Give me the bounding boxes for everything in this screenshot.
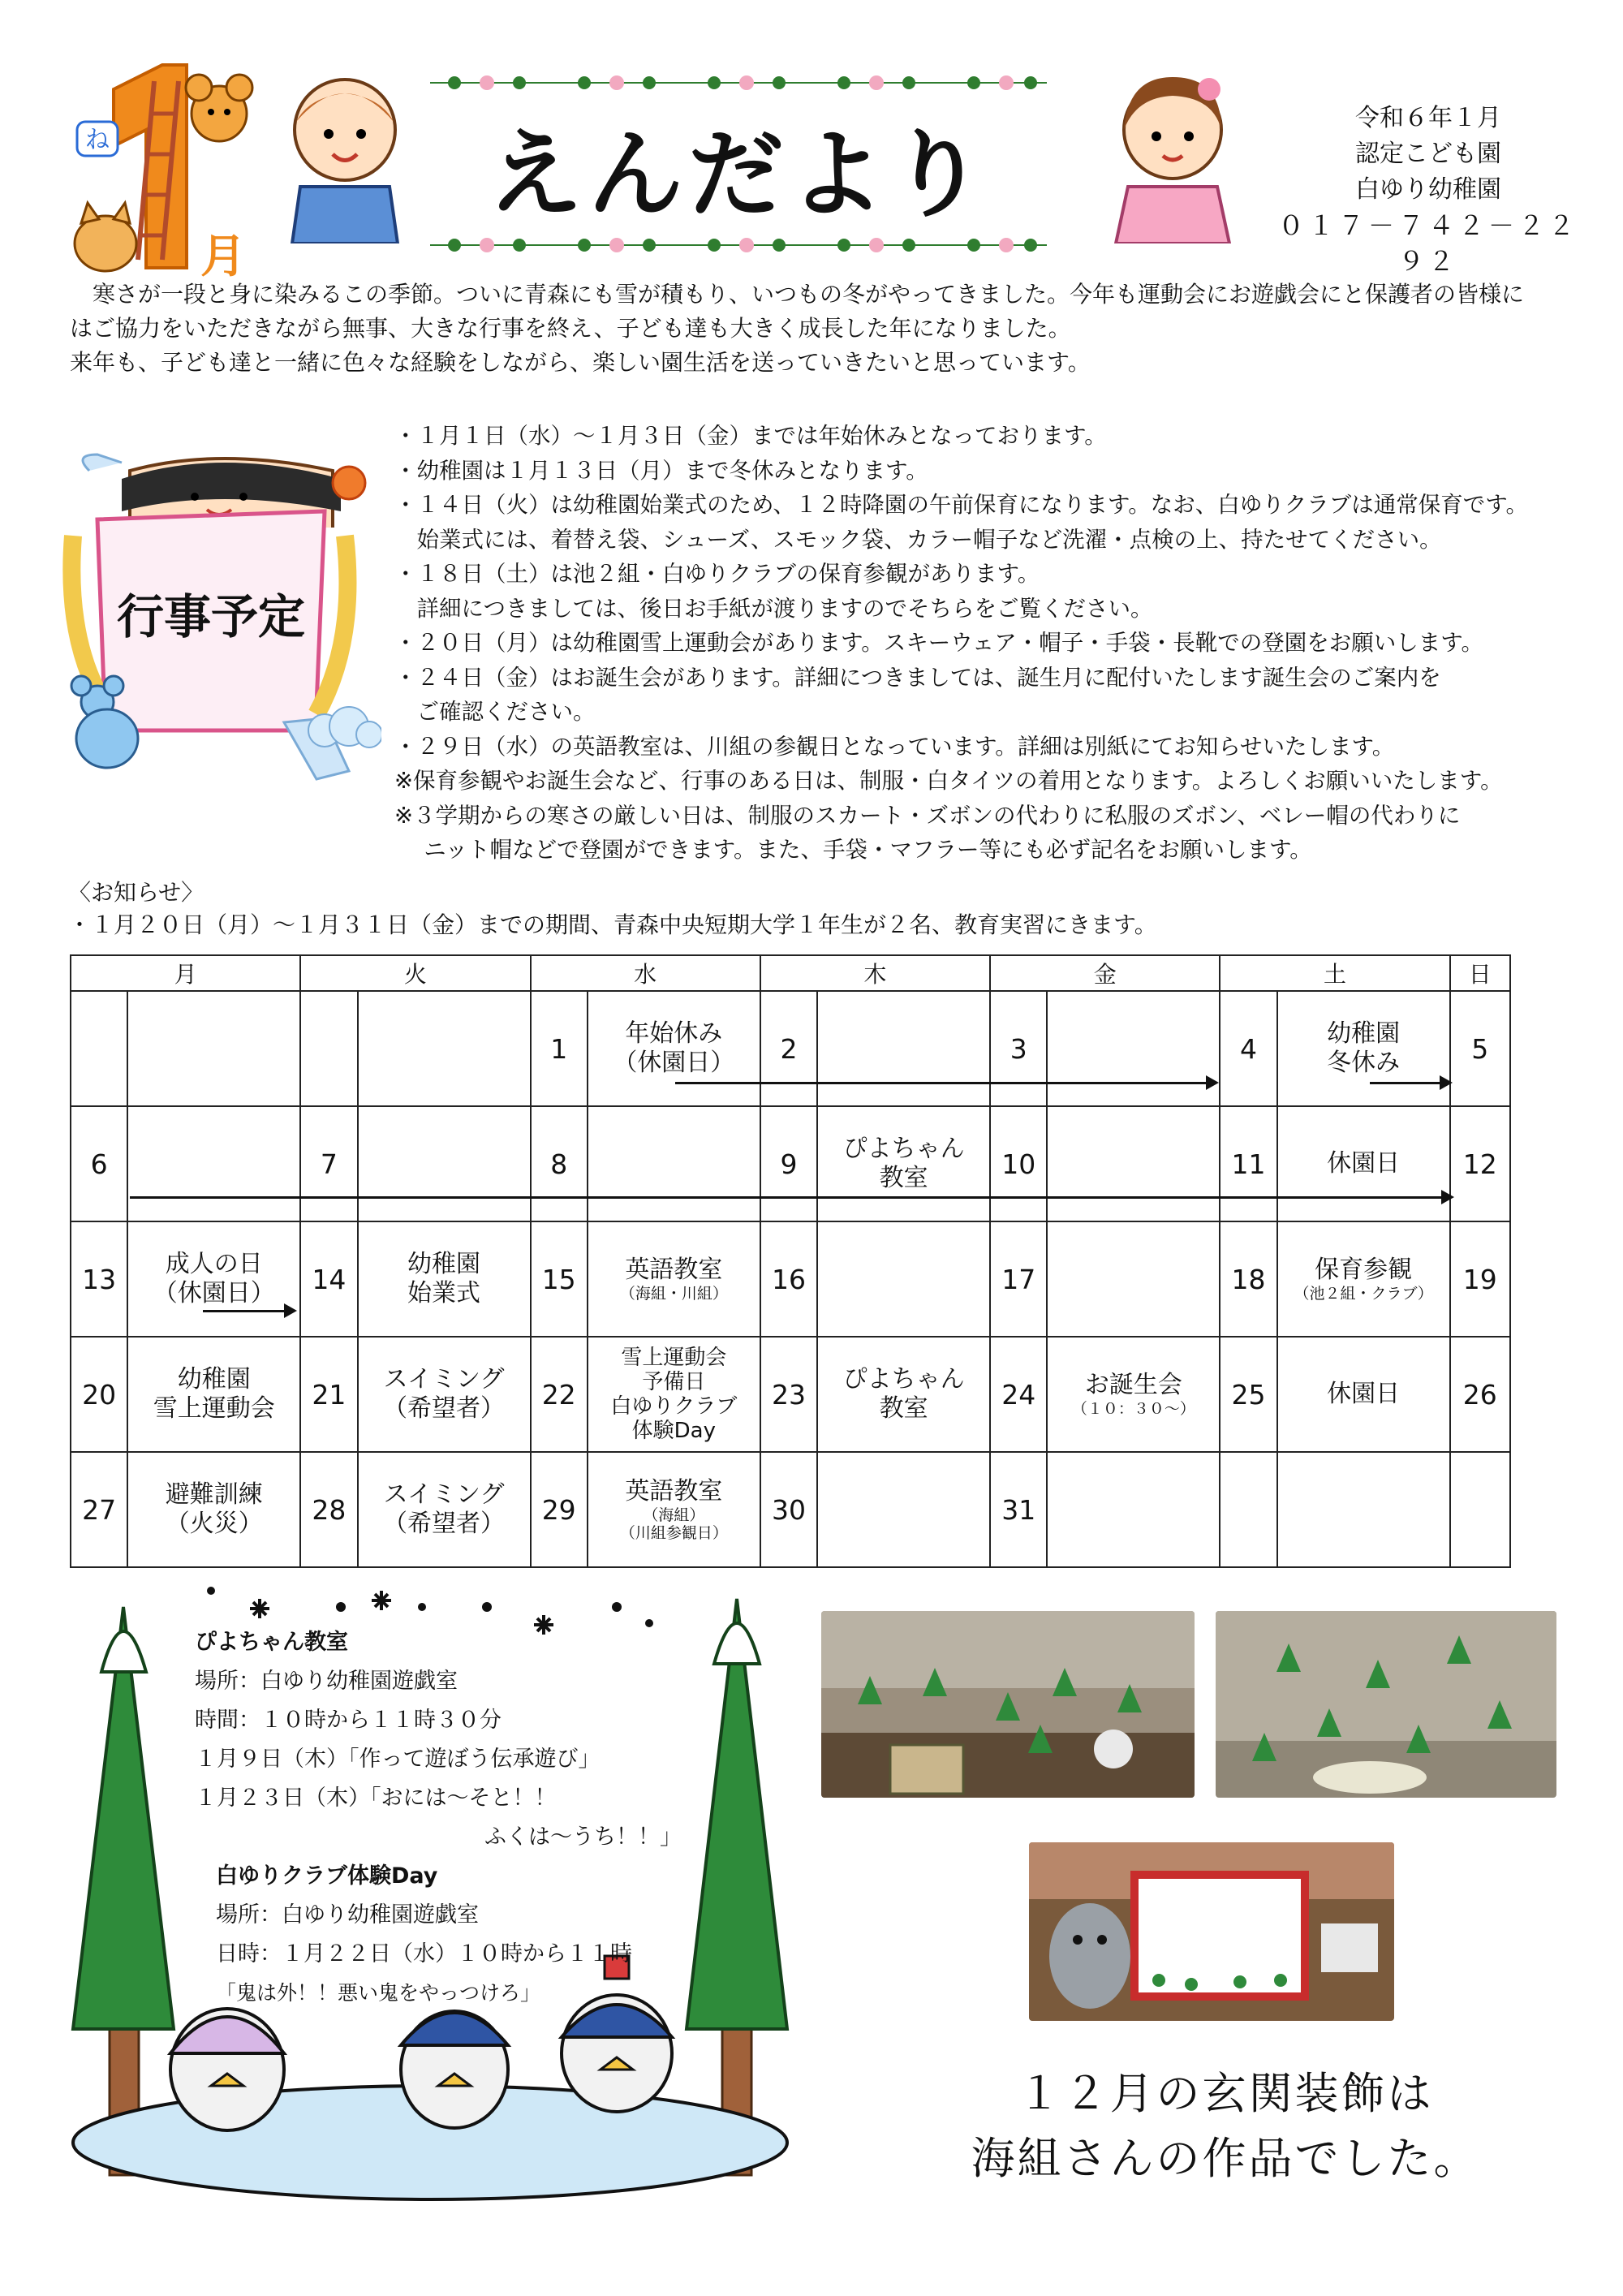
- event-text: 白ゆりクラブ: [610, 1394, 738, 1419]
- schedule-item: ニット帽などで登園ができます。また、手袋・マフラー等にも必ず記名をお願いします。: [394, 837, 1312, 863]
- schedule-item: ・２４日（金）はお誕生会があります。詳細につきましては、誕生月に配付いたします誕生会のご案内を: [394, 664, 1441, 691]
- kindergarten-name: 白ゆり幼稚園: [1355, 175, 1501, 204]
- holiday-arrow: [675, 1082, 1216, 1084]
- tree-left: [73, 1607, 174, 2175]
- intro-paragraph: [70, 278, 1563, 380]
- event-text: （火災）: [165, 1510, 263, 1538]
- schedule-item: ・１月１日（水）～１月３日（金）までは年始休みとなっております。: [394, 423, 1107, 449]
- event-text: お誕生会: [1084, 1371, 1182, 1399]
- day-event: [588, 1337, 760, 1452]
- day-number: 11: [1220, 1106, 1276, 1221]
- notice: [68, 877, 1448, 941]
- schedule-item: ・１８日（土）は池２組・白ゆりクラブの保育参観があります。: [394, 561, 1040, 587]
- calendar-week-row: [71, 1452, 1510, 1567]
- day-number: 31: [990, 1452, 1047, 1567]
- weekday-header: 月: [71, 955, 300, 991]
- schedule-item: ・２０日（月）は幼稚園雪上運動会があります。スキーウェア・帽子・手袋・長靴での登園をお願いします。: [394, 630, 1483, 656]
- day-number: 14: [300, 1221, 357, 1337]
- schedule-item: ※３学期からの寒さの厳しい日は、制服のスカート・ズボンの代わりに私服のズボン、ベレー帽の代わりに: [394, 802, 1461, 829]
- piyo-place: 場所：白ゆり幼稚園遊戯室: [195, 1669, 458, 1694]
- zodiac-badge: [77, 122, 118, 156]
- event-text: 幼稚園: [407, 1250, 481, 1278]
- day-event: [1047, 1452, 1220, 1567]
- day-number: 30: [760, 1452, 817, 1567]
- schedule-heading: 行事予定: [116, 589, 306, 644]
- day-number: 27: [71, 1452, 127, 1567]
- club-info: [195, 1623, 698, 2013]
- event-text: 雪上運動会: [621, 1346, 727, 1370]
- day-number: 15: [531, 1221, 588, 1337]
- day-event: [1277, 1106, 1450, 1221]
- event-text: 教室: [879, 1164, 928, 1192]
- schedule-item: ご確認ください。: [394, 699, 596, 725]
- day-number: 5: [1450, 991, 1510, 1106]
- institution-type: 認定こども園: [1355, 140, 1501, 168]
- event-text: ぴよちゃん: [842, 1135, 965, 1163]
- caption-line: １２月の玄関装飾は: [1017, 2068, 1434, 2119]
- event-text: 幼稚園: [1327, 1019, 1401, 1048]
- month-number-illustration: [65, 57, 292, 292]
- day-event: [1047, 1221, 1220, 1337]
- weekday-header: 木: [760, 955, 990, 991]
- event-text: 始業式: [407, 1279, 481, 1307]
- issuer-info: [1266, 101, 1591, 279]
- photo-entrance-board: [1029, 1842, 1394, 2021]
- day-event: [1047, 1106, 1220, 1221]
- day-number: 17: [990, 1221, 1047, 1337]
- day-event: [358, 1337, 531, 1452]
- schedule-heading-illustration: [57, 438, 381, 787]
- day-event: [1277, 1452, 1450, 1567]
- notice-text: ・１月２０日（月）～１月３１日（金）までの期間、青森中央短期大学１年生が２名、教育実習にきます。: [68, 911, 1157, 938]
- day-number: 7: [300, 1106, 357, 1221]
- day-event: [588, 1221, 760, 1337]
- schedule-item: ・１４日（火）は幼稚園始業式のため、１２時降園の午前保育になります。なお、白ゆりクラブは通常保育です。: [394, 492, 1528, 518]
- notice-heading: 〈お知らせ〉: [68, 879, 204, 906]
- cat-icon: [75, 203, 136, 271]
- calendar-week-row: [71, 1106, 1510, 1221]
- phone-number: ０１７－７４２－２２９２: [1277, 210, 1578, 277]
- event-text: 避難訓練: [165, 1480, 263, 1509]
- pine-vine-top: [422, 67, 1055, 99]
- day-event: [1277, 1221, 1450, 1337]
- weekday-header: 金: [990, 955, 1220, 991]
- event-text: （希望者）: [383, 1394, 506, 1423]
- event-text: 英語教室: [625, 1256, 723, 1284]
- event-text: （希望者）: [383, 1510, 506, 1538]
- day-number: 18: [1220, 1221, 1276, 1337]
- weekday-header: 日: [1450, 955, 1510, 991]
- event-text: 教室: [879, 1394, 928, 1423]
- event-text: 冬休み: [1327, 1049, 1401, 1077]
- penguin-icon: [401, 2011, 508, 2128]
- tree-right: [687, 1599, 787, 2175]
- club-time: 日時：１月２２日（水）１０時から１１時: [216, 1941, 632, 1966]
- calendar-table: [70, 954, 1511, 1568]
- zodiac-text: ね: [85, 126, 110, 154]
- day-event: [358, 1452, 531, 1567]
- month-label: 月: [200, 230, 246, 283]
- day-event: [127, 1337, 300, 1452]
- intro-line: はご協力をいただきながら無事、大きな行事を終え、子ども達も大きく成長した年になりました。: [70, 315, 1071, 342]
- intro-line: 来年も、子ども達と一緒に色々な経験をしながら、楽しい園生活を送っていきたいと思っています。: [70, 349, 1091, 376]
- day-event: [817, 1452, 990, 1567]
- day-number: 29: [531, 1452, 588, 1567]
- piyo-date-cont: ふくは～うち！！」: [484, 1824, 682, 1850]
- event-text: 体験Day: [631, 1419, 716, 1443]
- day-event: [588, 991, 760, 1106]
- sun-icon: [333, 467, 365, 499]
- event-subtext: （池２組・クラブ）: [1294, 1285, 1433, 1303]
- penguin-icon: [170, 2009, 284, 2130]
- photo-entrance-decor-1: [821, 1611, 1195, 1798]
- day-number: 16: [760, 1221, 817, 1337]
- holiday-arrow: [203, 1310, 294, 1312]
- day-number: 10: [990, 1106, 1047, 1221]
- event-text: 保育参観: [1315, 1256, 1413, 1284]
- club-title: 白ゆりクラブ体験Day: [216, 1863, 438, 1889]
- day-event: [817, 1337, 990, 1452]
- schedule-item: 始業式には、着替え袋、シューズ、スモック袋、カラー帽子など洗濯・点検の上、持たせてください。: [394, 526, 1442, 553]
- girl-kimono-illustration: [1091, 65, 1254, 243]
- day-event: [1047, 1337, 1220, 1452]
- piyo-title: ぴよちゃん教室: [195, 1630, 348, 1655]
- event-text: 英語教室: [625, 1477, 723, 1506]
- photo-caption: [941, 2061, 1509, 2191]
- day-event: [1047, 991, 1220, 1106]
- calendar-header-row: [71, 955, 1510, 991]
- calendar-week-row: [71, 991, 1510, 1106]
- day-event: [127, 991, 300, 1106]
- day-number: 4: [1220, 991, 1276, 1106]
- day-event: [817, 1221, 990, 1337]
- day-number: 3: [990, 991, 1047, 1106]
- day-number: 13: [71, 1221, 127, 1337]
- day-event: [127, 1106, 300, 1221]
- event-subtext: （川組参観日）: [619, 1524, 728, 1542]
- day-number: 9: [760, 1106, 817, 1221]
- day-number: [1450, 1452, 1510, 1567]
- day-number: 8: [531, 1106, 588, 1221]
- day-event: [588, 1452, 760, 1567]
- day-number: 22: [531, 1337, 588, 1452]
- event-text: 成人の日: [165, 1250, 263, 1278]
- event-text: 休園日: [1327, 1149, 1401, 1178]
- event-subtext: （海組）: [643, 1506, 705, 1524]
- day-event: [1277, 1337, 1450, 1452]
- schedule-item: 詳細につきましては、後日お手紙が渡りますのでそちらをご覧ください。: [394, 595, 1153, 622]
- day-number: 19: [1450, 1221, 1510, 1337]
- day-number: 6: [71, 1106, 127, 1221]
- day-number: 2: [760, 991, 817, 1106]
- snowflake-icon: [207, 1587, 653, 1627]
- event-text: 休園日: [1327, 1380, 1401, 1408]
- day-number: 21: [300, 1337, 357, 1452]
- photo-entrance-decor-2: [1216, 1611, 1556, 1798]
- day-number: 12: [1450, 1106, 1510, 1221]
- intro-line: 寒さが一段と身に染みるこの季節。ついに青森にも雪が積もり、いつもの冬がやってきました。今年も運動会にお遊戯会にと保護者の皆様に: [70, 281, 1525, 308]
- newsletter-title: えんだより: [486, 118, 990, 230]
- day-number: 23: [760, 1337, 817, 1452]
- weekday-header: 水: [531, 955, 760, 991]
- day-event: [588, 1106, 760, 1221]
- day-number: [300, 991, 357, 1106]
- piyo-date: １月９日（木）「作って遊ぼう伝承遊び」: [195, 1747, 601, 1772]
- boy-kimono-illustration: [268, 65, 422, 243]
- event-text: 年始休み: [625, 1019, 723, 1048]
- event-text: スイミング: [383, 1365, 505, 1394]
- event-subtext: （１０：３０～）: [1071, 1400, 1195, 1418]
- piyo-time: 時間：１０時から１１時３０分: [195, 1708, 502, 1733]
- day-event: [817, 991, 990, 1106]
- day-event: [817, 1106, 990, 1221]
- mouse-icon: [186, 75, 252, 141]
- event-text: スイミング: [383, 1480, 505, 1509]
- schedule-item: ・２９日（水）の英語教室は、川組の参観日となっています。詳細は別紙にてお知らせいたします。: [394, 733, 1395, 760]
- club-theme: 「鬼は外！！悪い鬼をやっつけろ」: [216, 1981, 541, 2005]
- day-number: 26: [1450, 1337, 1510, 1452]
- caption-line: 海組さんの作品でした。: [971, 2133, 1480, 2184]
- schedule-list: [394, 419, 1579, 868]
- event-text: 雪上運動会: [153, 1394, 275, 1423]
- day-number: 20: [71, 1337, 127, 1452]
- day-number: 24: [990, 1337, 1047, 1452]
- day-number: 25: [1220, 1337, 1276, 1452]
- issue-date: 令和６年１月: [1355, 104, 1501, 132]
- day-event: [127, 1221, 300, 1337]
- schedule-item: ※保育参観やお誕生会など、行事のある日は、制服・白タイツの着用となります。よろしくお願いいたします。: [394, 768, 1503, 794]
- calendar-week-row: [71, 1337, 1510, 1452]
- piyo-date: １月２３日（木）「おには～そと！！: [195, 1786, 557, 1811]
- day-event: [127, 1452, 300, 1567]
- event-text: 幼稚園: [177, 1365, 251, 1394]
- day-number: [71, 991, 127, 1106]
- event-subtext: （海組・川組）: [619, 1285, 728, 1303]
- calendar-week-row: [71, 1221, 1510, 1337]
- weekday-header: 火: [300, 955, 530, 991]
- calendar-body: [71, 991, 1510, 1567]
- event-text: ぴよちゃん: [842, 1365, 965, 1394]
- day-event: [358, 991, 531, 1106]
- day-event: [358, 1221, 531, 1337]
- event-text: 予備日: [642, 1370, 706, 1394]
- day-event: [358, 1106, 531, 1221]
- holiday-arrow: [130, 1196, 1451, 1199]
- day-number: 1: [531, 991, 588, 1106]
- schedule-item: ・幼稚園は１月１３日（月）まで冬休みとなります。: [394, 457, 928, 484]
- day-event: [1277, 991, 1450, 1106]
- club-place: 場所：白ゆり幼稚園遊戯室: [216, 1902, 479, 1928]
- weekday-header: 土: [1220, 955, 1449, 991]
- event-text: （休園日）: [613, 1049, 735, 1077]
- day-number: 28: [300, 1452, 357, 1567]
- event-text: （休園日）: [153, 1279, 275, 1307]
- day-number: [1220, 1452, 1276, 1567]
- holiday-arrow: [1370, 1082, 1449, 1084]
